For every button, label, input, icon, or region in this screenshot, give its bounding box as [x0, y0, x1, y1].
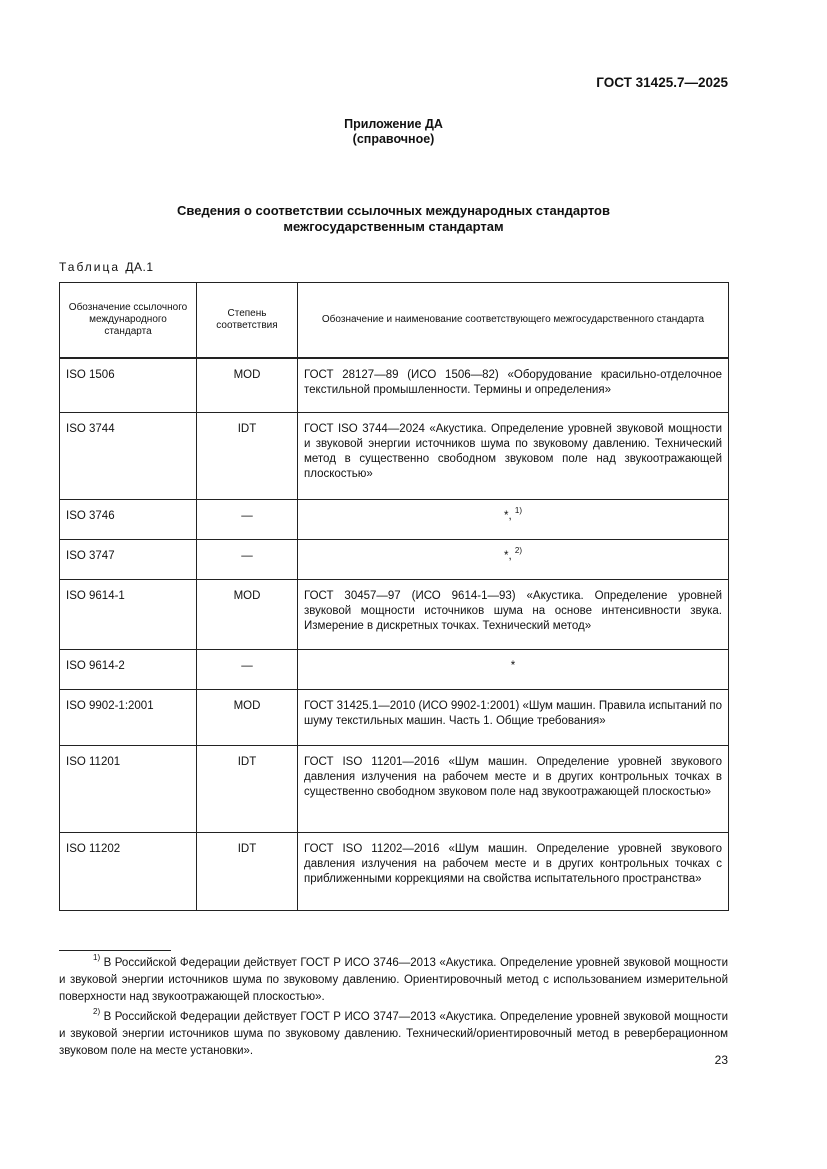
appendix-title: Приложение ДА [344, 117, 443, 131]
section-title [0, 203, 787, 235]
footnotes [59, 955, 728, 1063]
section-title-line-2: межгосударственным стандартам [283, 219, 504, 234]
footnote-1-mark: 1) [93, 953, 101, 963]
cell-interstate-standard [298, 539, 729, 579]
cell-degree: MOD [197, 579, 298, 649]
cell-interstate-standard: ГОСТ 31425.1—2010 (ИСО 9902-1:2001) «Шум машин. Правила испытаний по шуму текстильных машин. Часть 1. Общие требования» [298, 689, 729, 745]
table-row [60, 689, 729, 745]
table-body [60, 358, 729, 910]
table-caption [59, 260, 154, 274]
table-row [60, 412, 729, 499]
header-interstate-standard: Обозначение и наименование соответствующего межгосударственного стандарта [298, 283, 729, 359]
table-caption-number: ДА.1 [125, 260, 154, 274]
cell-degree: IDT [197, 745, 298, 832]
appendix-subtitle: (справочное) [352, 132, 435, 146]
cell-degree: — [197, 649, 298, 689]
cell-degree: MOD [197, 689, 298, 745]
table-header-row [60, 283, 729, 359]
cell-standard-code: ISO 11202 [60, 832, 197, 910]
table-caption-word: Таблица [59, 260, 121, 274]
cell-standard-code: ISO 11201 [60, 745, 197, 832]
footnote-2-text: В Российской Федерации действует ГОСТ Р ИСО 3747—2013 «Акустика. Определение уровней звуковой мощности и звуковой энергии источников шума по звуковому давлению. Технический/ориентировочный метод в реверберационном звуковом поле на месте установки». [59, 1011, 728, 1057]
cell-interstate-standard: ГОСТ 30457—97 (ИСО 9614-1—93) «Акустика. Определение уровней звуковой мощности источников шума на основе интенсивности звука. Измерение в дискретных точках. Технический метод» [298, 579, 729, 649]
header-international-standard: Обозначение ссылочного международного стандарта [60, 283, 197, 359]
table-row [60, 832, 729, 910]
cell-interstate-standard [298, 499, 729, 539]
footnote-reference: 2) [514, 545, 522, 555]
document-id: ГОСТ 31425.7—2025 [596, 75, 728, 90]
cell-standard-code: ISO 3744 [60, 412, 197, 499]
cell-degree: IDT [197, 832, 298, 910]
cell-standard-code: ISO 9902-1:2001 [60, 689, 197, 745]
cell-interstate-standard: ГОСТ ISO 11201—2016 «Шум машин. Определение уровней звукового давления излучения на рабочем месте и в других контрольных точках в существенно свободном звуковом поле над звукоотражающей плоскостью» [298, 745, 729, 832]
cell-degree: MOD [197, 358, 298, 412]
asterisk-mark: * [510, 659, 516, 672]
table-row [60, 499, 729, 539]
page-number: 23 [714, 1053, 728, 1067]
asterisk-mark: *, [504, 549, 512, 562]
cell-interstate-standard: ГОСТ ISO 3744—2024 «Акустика. Определение уровней звуковой мощности и звуковой энергии источников шума по звуковому давлению. Технический метод в существенно свободном звуковом поле над звукоотражающей плоскостью» [298, 412, 729, 499]
section-title-line-1: Сведения о соответствии ссылочных международных стандартов [177, 203, 610, 218]
table-row [60, 649, 729, 689]
cell-standard-code: ISO 9614-1 [60, 579, 197, 649]
cell-standard-code: ISO 1506 [60, 358, 197, 412]
footnote-1 [59, 955, 728, 1006]
cell-interstate-standard [298, 649, 729, 689]
correspondence-table [59, 282, 729, 911]
asterisk-mark: *, [504, 509, 512, 522]
cell-standard-code: ISO 3746 [60, 499, 197, 539]
table-row [60, 358, 729, 412]
cell-degree: IDT [197, 412, 298, 499]
footnote-separator [59, 950, 171, 951]
header-degree-of-correspondence: Степень соответствия [197, 283, 298, 359]
footnote-2 [59, 1009, 728, 1060]
cell-interstate-standard: ГОСТ ISO 11202—2016 «Шум машин. Определение уровней звукового давления излучения на рабочем месте и в других контрольных точках с приближенными коррекциями на свойства испытательного пространства» [298, 832, 729, 910]
appendix-heading [0, 117, 787, 147]
table-row [60, 745, 729, 832]
cell-standard-code: ISO 9614-2 [60, 649, 197, 689]
cell-degree: — [197, 539, 298, 579]
table-row [60, 539, 729, 579]
footnote-2-mark: 2) [93, 1007, 101, 1017]
cell-degree: — [197, 499, 298, 539]
cell-standard-code: ISO 3747 [60, 539, 197, 579]
footnote-reference: 1) [514, 505, 522, 515]
table-row [60, 579, 729, 649]
footnote-1-text: В Российской Федерации действует ГОСТ Р ИСО 3746—2013 «Акустика. Определение уровней звуковой мощности и звуковой энергии источников шума по звуковому давлению. Ориентировочный метод с использованием измерительной поверхности над звукоотражающей плоскостью». [59, 957, 728, 1003]
cell-interstate-standard: ГОСТ 28127—89 (ИСО 1506—82) «Оборудование красильно-отделочное текстильной промышленности. Термины и определения» [298, 358, 729, 412]
